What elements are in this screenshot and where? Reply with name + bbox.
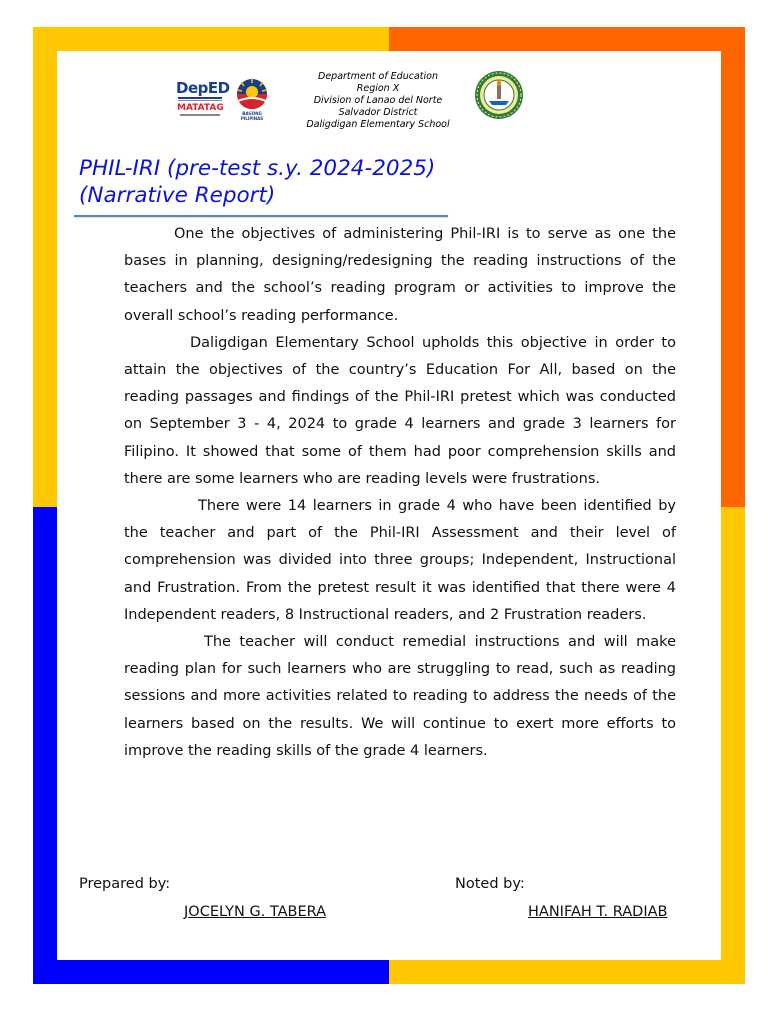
letterhead-district: Salvador District — [338, 107, 418, 118]
letterhead-division: Division of Lanao del Norte — [313, 95, 443, 106]
noted-by-label: Noted by: — [455, 876, 525, 892]
border-right-bottom — [721, 507, 745, 984]
letterhead-region: Region X — [356, 83, 400, 94]
border-left-bottom — [33, 507, 57, 984]
report-title-line2: (Narrative Report) — [79, 183, 276, 208]
bagong-pilipinas-caption: BAGONG PILIPINAS — [240, 111, 264, 121]
border-top-left — [33, 27, 389, 51]
logo-rule — [178, 97, 222, 99]
letterhead-department: Department of Education — [318, 71, 438, 82]
logo-rule — [178, 100, 222, 101]
body-paragraph: One the objectives of administering Phil-IRI is to serve as one the bases in planning, designing/redesigning the reading instructions of the teachers and the school’s reading program or activities to improve the overall school’s reading performance. — [124, 226, 676, 324]
school-seal-logo — [473, 69, 525, 121]
border-top-right — [389, 27, 745, 51]
body-paragraph: There were 14 learners in grade 4 who have been identified by the teacher and part of the Phil-IRI Assessment and their level of comprehension was divided into three groups; Independent, Instructional and Frustration. From the pretest result it was identified that there were 4 Independent readers, 8 Instructional readers, and 2 Frustration readers. — [124, 498, 676, 623]
prepared-by-name: JOCELYN G. TABERA — [184, 904, 327, 920]
bagong-pilipinas-emblem-icon — [232, 75, 272, 111]
bagong-pilipinas-logo — [232, 75, 272, 119]
letterhead-school: Daligdigan Elementary School — [306, 119, 450, 130]
report-title — [79, 155, 435, 209]
letterhead — [287, 71, 469, 131]
title-underline — [74, 215, 448, 217]
border-right-top — [721, 27, 745, 507]
body-paragraph: Daligdigan Elementary School upholds this objective in order to attain the objectives of the country’s Education For All, based on the reading passages and findings of the Phil-IRI pretest which was conducted on September 3 - 4, 2024 to grade 4 learners and grade 3 learners for Filipino. It showed that some of them had poor comprehension skills and there are some learners who are reading levels were frustrations. — [124, 334, 676, 487]
border-left-top — [33, 27, 57, 507]
logo-rule — [180, 114, 220, 116]
deped-matatag-logo — [176, 73, 228, 123]
prepared-by-label: Prepared by: — [79, 876, 171, 892]
report-body — [124, 221, 676, 765]
matatag-logo-text: MATATAG — [177, 103, 224, 113]
border-bottom-right — [389, 960, 745, 984]
document-page — [57, 51, 721, 960]
noted-by-name: HANIFAH T. RADIAB — [528, 904, 668, 920]
deped-logo-text: DepED — [176, 79, 230, 97]
report-title-line1: PHIL-IRI (pre-test s.y. 2024-2025) — [79, 156, 436, 181]
border-bottom-left — [33, 960, 389, 984]
body-paragraph: The teacher will conduct remedial instructions and will make reading plan for such learners who are struggling to read, such as reading sessions and more activities related to reading to address the needs of the learners based on the results. We will continue to exert more efforts to improve the reading skills of the grade 4 learners. — [124, 634, 676, 759]
school-seal-icon — [473, 69, 525, 121]
